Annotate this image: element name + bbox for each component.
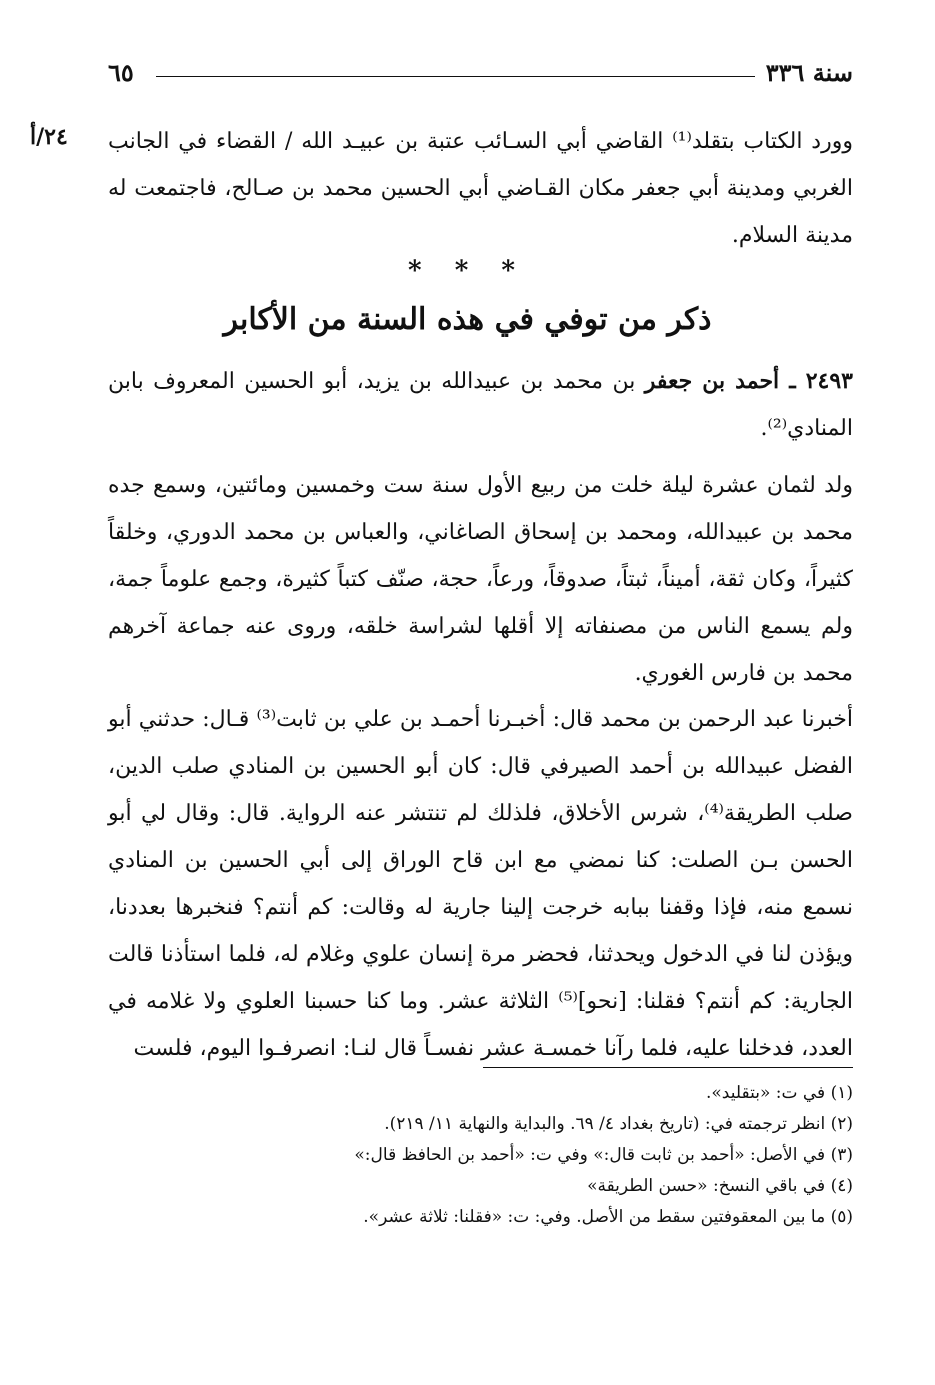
footnote-1: (١) في ت: «بتقليد». [706,1083,853,1103]
section-title: ذكر من توفي في هذه السنة من الأكابر [223,302,712,337]
footnote-2: (٢) انظر ترجمته في: (تاريخ بغداد ٤/ ٦٩. والبداية والنهاية ١١/ ٢١٩). [384,1114,853,1134]
footnote-5: (٥) ما بين المعقوفتين سقط من الأصل. وفي: ت: «فقلنا: ثلاثة عشر». [363,1207,853,1227]
footnote-4: (٤) في باقي النسخ: «حسن الطريقة» [587,1176,853,1196]
entry-heading: ٢٤٩٣ ـ أحمد بن جعفر [644,368,853,394]
header-year: سنة ٣٣٦ [765,58,853,87]
section-divider-stars: * * * [408,256,527,286]
page-number: ٦٥ [108,58,134,87]
entry-text: بن محمد بن عبيدالله بن يزيد، أبو الحسين المعروف بابن المنادي⁽²⁾. [108,369,853,441]
footnote-3: (٣) في الأصل: «أحمد بن ثابت قال:» وفي ت: «أحمد بن الحافظ قال:» [354,1145,853,1165]
paragraph-biography: ولد لثمان عشرة ليلة خلت من ربيع الأول سنة ست وخمسين ومائتين، وسمع جده محمد بن عبيدالله، ومحمد بن إسحاق الصاغاني، والعباس بن محمد الدوري، وخلقاً كثيراً، وكان ثقة، أميناً، ثبتاً، صدوقاً، ورعاً، حجة، صنّف كتباً كثيرة، وجمع علوماً جمة، ولم يسمع الناس من مصنفاته إلا أقلها لشراسة خلقه، وروى عنه جماعة آخرهم محمد بن فارس الغوري. [108,473,853,686]
footnote-rule [483,1067,853,1068]
biography-entry [108,358,853,452]
paragraph-narration: أخبرنا عبد الرحمن بن محمد قال: أخبـرنا أحمـد بن علي بن ثابت⁽³⁾ قـال: حدثني أبو الفضل عبيدالله بن أحمد الصيرفي قال: كان أبو الحسين بن المنادي صلب الدين، صلب الطريقة⁽⁴⁾، شرس الأخلاق، فلذلك لم تنتشر عنه الرواية. قال: وقال لي أبو الحسن بـن الصلت: كنا نمضي مع ابن قاح الوراق إلى أبي الحسين بن المنادي نسمع منه، فإذا وقفنا ببابه خرجت إلينا جارية له وقالت: كم أنتم؟ فنخبرها بعددنا، ويؤذن لنا في الدخول ويحدثنا، فحضر مرة إنسان علوي وغلام له، فلما استأذنا قالت الجارية: كم أنتم؟ فقلنا: [نحو]⁽⁵⁾ الثلاثة عشر. وما كنا حسبنا العلوي ولا غلامه في العدد، فدخلنا عليه، فلما رآنا خمسـة عشر نفسـاً قال لنـا: انصرفـوا اليوم، فلست [108,707,854,1061]
header-rule [156,76,755,77]
footnotes [108,1078,853,1233]
running-header [108,52,853,92]
margin-reference: ٢٤/أ [30,124,68,150]
paragraph-appointment: وورد الكتاب بتقلد⁽¹⁾ القاضي أبي السـائب عتبة بن عبيـد الله / القضاء في الجانب الغربي ومدينة أبي جعفر مكان القـاضي أبي الحسين محمد بن صـالح، فاجتمعت له مدينة السلام. [108,129,853,248]
